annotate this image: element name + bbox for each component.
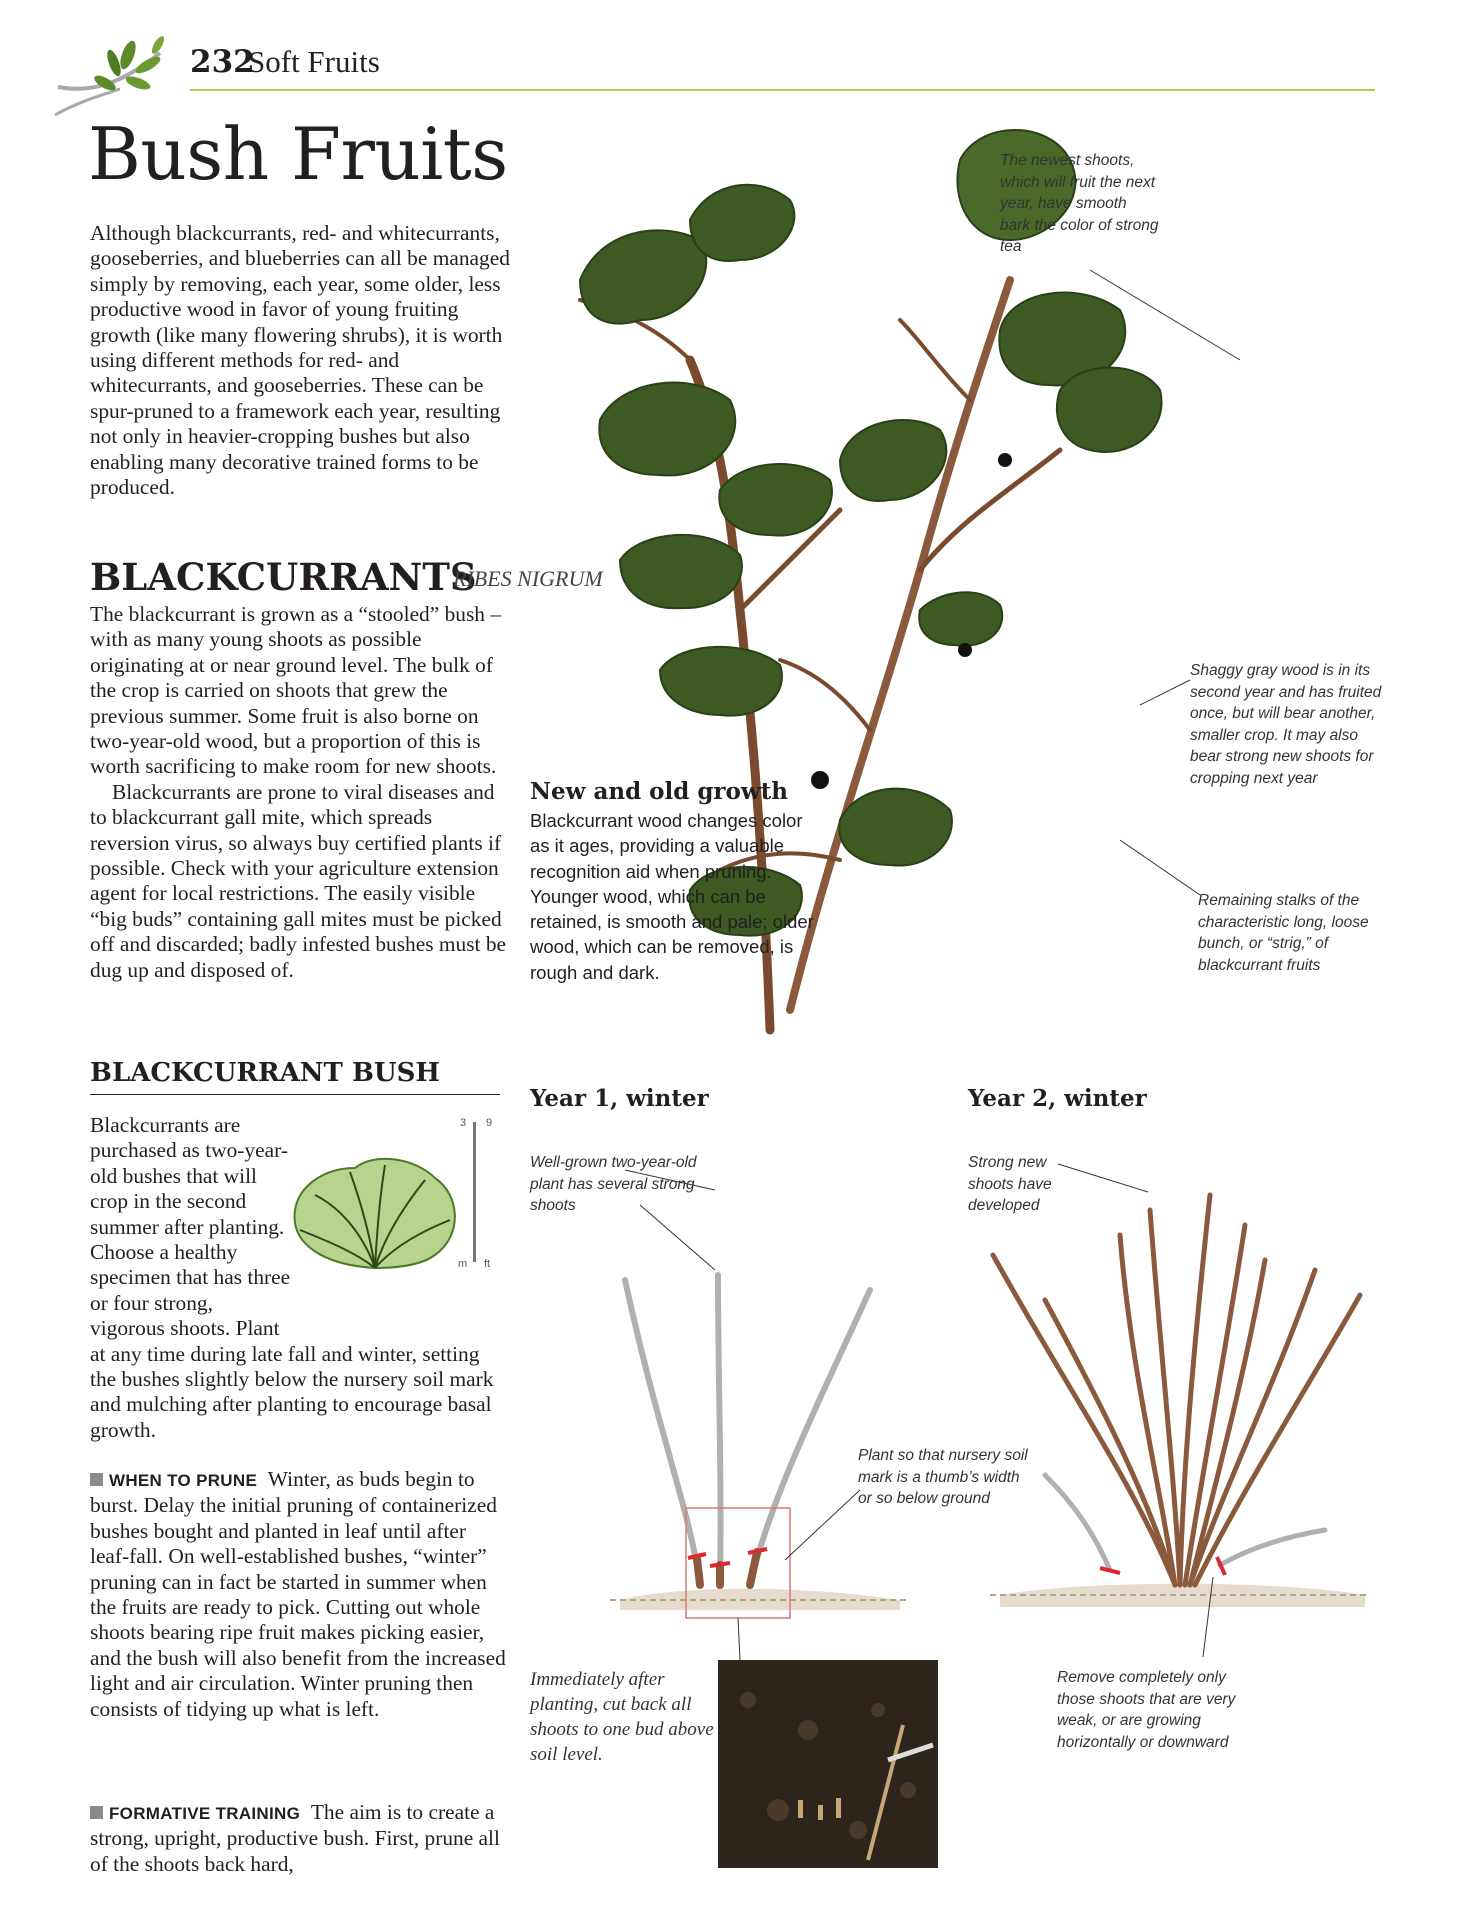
caption-year1-plant: Well-grown two-year-old plant has several strong shoots <box>530 1154 697 1214</box>
year-2-bush-diagram <box>985 1185 1375 1615</box>
bush-paragraph: Blackcurrants are purchased as two-year-old bushes that will crop in the second summer after planting. Choose a healthy specimen that has three or four strong, vigorous shoots. Plant at any time during late fall and winter, setting the bushes slightly below the nursery soil mark and mulching after planting to encourage basal growth. <box>90 1113 494 1442</box>
leader-line <box>1120 840 1210 900</box>
new-growth-heading: New and old growth <box>530 778 789 805</box>
leader-line <box>640 1205 720 1275</box>
caption-shaggy-wood: Shaggy gray wood is in its second year and has fruited once, but will bear another, smaller crop. It may also bear strong new shoots for cropping next year <box>1190 662 1382 787</box>
planting-photo <box>718 1660 938 1868</box>
page-title: Bush Fruits <box>88 112 508 196</box>
section-title: Soft Fruits <box>248 44 380 79</box>
caption-remove-shoots: Remove completely only those shoots that are very weak, or are growing horizontally or downward <box>1057 1669 1236 1751</box>
year-1-heading: Year 1, winter <box>530 1085 709 1112</box>
blackcurrants-paragraph-1: The blackcurrant is grown as a “stooled” bush – with as many young shoots as possible originating at or near ground level. The bulk of the crop is carried on shoots that grew the previous summer. Some fruit is also borne on two-year-old wood, but a proportion of this is worth sacrificing to make room for new shoots. <box>90 602 502 779</box>
square-bullet-icon <box>90 1806 103 1819</box>
scale-ft-label: ft <box>484 1258 491 1270</box>
caption-cut-back: Immediately after planting, cut back all shoots to one bud above soil level. <box>530 1669 714 1765</box>
when-to-prune-section <box>90 1467 510 1722</box>
bush-heading: BLACKCURRANT BUSH <box>90 1058 440 1088</box>
caption-year2-new: Strong new shoots have developed <box>968 1154 1052 1214</box>
when-to-prune-text: Winter, as buds begin to burst. Delay the initial pruning of containerized bushes bought and planted in leaf until after leaf-fall. On well-established bushes, “winter” pruning can in fact be started in summer when the fruits are ready to pick. Cutting out whole shoots bearing ripe fruit makes picking easier, and the bush will also benefit from the increased light and air circulation. Winter pruning then consists of tidying up what is left. <box>90 1467 506 1721</box>
caption-soil-mark: Plant so that nursery soil mark is a thumb’s width or so below ground <box>858 1447 1028 1507</box>
year-2-heading: Year 2, winter <box>968 1085 1147 1112</box>
blackcurrants-body <box>90 602 510 983</box>
formative-training-label: FORMATIVE TRAINING <box>109 1804 301 1823</box>
scale-m-label: m <box>458 1258 468 1270</box>
leader-line <box>1140 680 1200 710</box>
new-growth-body: Blackcurrant wood changes color as it ages, providing a valuable recognition aid when pruning. Younger wood, which can be retained, is smooth and pale; older wood, which can be removed, is rough and dark. <box>530 810 814 983</box>
page-number: 232 <box>190 44 255 80</box>
caption-stalks: Remaining stalks of the characteristic long, loose bunch, or “strig,” of blackcurrant fruits <box>1198 892 1369 974</box>
intro-paragraph <box>90 221 510 500</box>
intro-text: Although blackcurrants, red- and whitecurrants, gooseberries, and blueberries can all be managed simply by removing, each year, some older, less productive wood in favor of young fruiting growth (like many flowering shrubs), it is worth using different methods for red- and whitecurrants, and gooseberries. These can be spur-pruned to a framework each year, resulting not only in heavier-cropping bushes but also enabling many decorative trained forms to be produced. <box>90 221 510 500</box>
blackcurrants-paragraph-2: Blackcurrants are prone to viral diseases and to blackcurrant gall mite, which spreads reversion virus, so always buy certified plants if possible. Check with your agriculture extension agent for local restrictions. The easily visible “big buds” containing gall mites must be picked off and discarded; badly infested bushes must be dug up and disposed of. <box>90 779 507 982</box>
scale-bar <box>473 1122 476 1262</box>
caption-newest-shoots: The newest shoots, which will fruit the next year, have smooth bark the color of strong tea <box>1000 152 1159 255</box>
bush-size-icon <box>285 1140 468 1275</box>
square-bullet-icon <box>90 1473 103 1486</box>
formative-training-text: The aim is to create a strong, upright, productive bush. First, prune all of the shoots back hard, <box>90 1800 500 1876</box>
blackcurrants-heading: BLACKCURRANTS <box>90 555 477 599</box>
scale-m-top: 3 <box>460 1117 467 1129</box>
header-rule <box>190 89 1375 91</box>
bush-heading-rule <box>90 1094 500 1095</box>
scale-ft-top: 9 <box>486 1117 493 1129</box>
leader-line <box>1090 270 1250 370</box>
when-to-prune-label: WHEN TO PRUNE <box>109 1471 258 1490</box>
formative-training-section <box>90 1800 510 1877</box>
latin-name: RIBES NIGRUM <box>453 566 603 591</box>
